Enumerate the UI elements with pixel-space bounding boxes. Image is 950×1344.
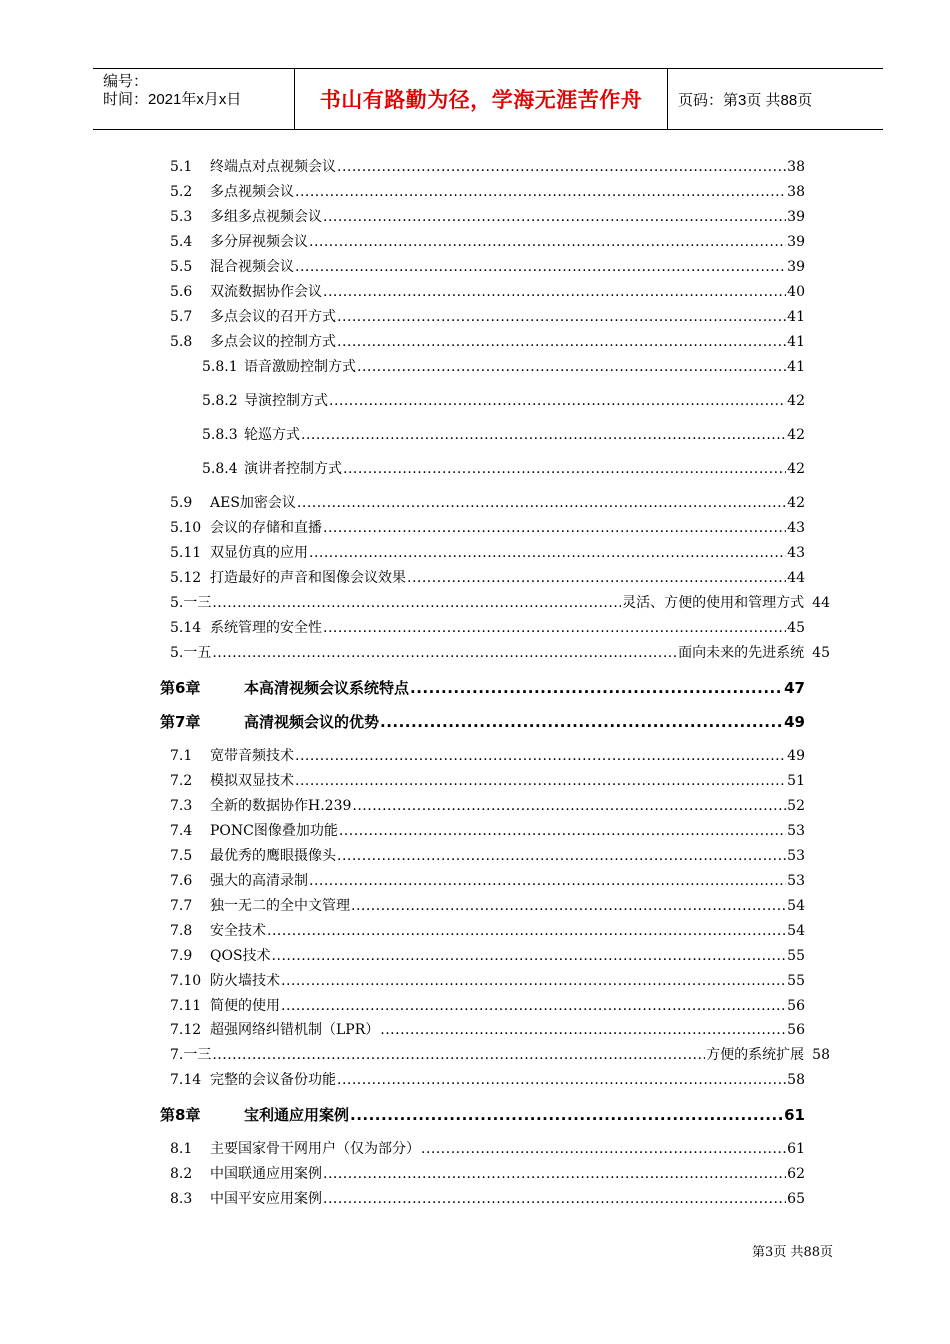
toc-entry-page: 54 [787,898,805,914]
toc-leader-dots [295,181,786,203]
header-motto: 书山有路勤为径，学海无涯苦作舟 [295,69,668,129]
toc-entry-title: 宽带音频技术 [210,748,294,764]
toc-entry-title: 模拟双显技术 [210,773,294,789]
toc-entry-number: 7.1 [170,748,193,764]
toc-entry-title: 终端点对点视频会议 [210,159,336,175]
toc-leader-dots [212,592,621,614]
toc-entry-page: 47 [784,679,805,697]
header-page-text: 页码：第3页 共88页 [678,91,813,109]
toc-entry-number: 5.9 [170,495,193,511]
header-meta [93,69,295,129]
page-footer: 第3页 共88页 [752,1245,833,1260]
toc-entry-number: 5.8.4 [202,461,238,477]
toc-entry[interactable] [170,920,805,942]
toc-entry[interactable] [170,206,805,228]
toc-entry-number: 7.一三 [170,1047,212,1063]
toc-entry-page: 45 [812,645,830,661]
toc-entry[interactable] [170,256,805,278]
toc-entry-page: 44 [787,570,805,586]
toc-entry-title: 高清视频会议的优势 [244,713,380,731]
toc-leader-dots [309,542,786,564]
toc-leader-dots [337,845,786,867]
toc-entry-title: 多点会议的召开方式 [210,309,336,325]
toc-leader-dots [337,331,786,353]
toc-entry-number: 5.10 [170,520,202,536]
toc-entry-page: 41 [787,309,805,325]
toc-entry-page: 40 [787,284,805,300]
toc-entry[interactable] [170,542,805,564]
toc-entry[interactable] [170,895,805,917]
toc-entry-number: 第7章 [160,713,201,731]
toc-entry-number: 5.一三 [170,595,212,611]
toc-entry-page: 43 [787,520,805,536]
toc-entry-number: 5.11 [170,545,202,561]
toc-leader-dots [323,281,786,303]
toc-entry-page: 42 [787,393,805,409]
toc-entry-number: 5.一五 [170,645,212,661]
toc-entry-page: 58 [787,1072,805,1088]
toc-entry-page: 55 [787,948,805,964]
toc-entry-title: 最优秀的鹰眼摄像头 [210,848,336,864]
toc-entry[interactable] [170,845,805,867]
toc-leader-dots [295,770,786,792]
toc-entry-title: 宝利通应用案例 [244,1106,350,1124]
page-header [93,68,883,130]
toc-entry-number: 7.7 [170,898,193,914]
toc-entry-page: 61 [784,1106,805,1124]
toc-entry-number: 5.8.1 [202,359,238,375]
toc-entry-page: 53 [787,848,805,864]
document-number-label: 编号： [103,73,149,90]
toc-entry-page: 43 [787,545,805,561]
toc-entry-title: 双流数据协作会议 [210,284,322,300]
toc-leader-dots [323,1163,786,1185]
toc-entry-title: 系统管理的安全性 [210,620,322,636]
toc-entry-title: 全新的数据协作H.239 [210,798,352,814]
toc-entry-title: 多分屏视频会议 [210,234,308,250]
toc-entry-page: 39 [787,209,805,225]
toc-entry-title: 独一无二的全中文管理 [210,898,350,914]
toc-entry-title: 打造最好的声音和图像会议效果 [210,570,406,586]
toc-leader-dots [281,995,786,1017]
toc-entry-number: 7.10 [170,973,202,989]
toc-entry-page: 39 [787,234,805,250]
toc-entry[interactable] [170,1069,805,1091]
toc-leader-dots [323,617,786,639]
toc-entry-number: 7.5 [170,848,193,864]
toc-entry-number: 5.14 [170,620,202,636]
toc-entry-number: 5.12 [170,570,202,586]
toc-leader-dots [295,745,786,767]
toc-leader-dots [329,390,786,412]
toc-entry-page: 42 [787,495,805,511]
toc-entry-title: 双显仿真的应用 [210,545,308,561]
toc-entry-page: 44 [812,595,830,611]
toc-leader-dots [380,1019,786,1041]
toc-entry-page: 49 [787,748,805,764]
toc-entry[interactable] [170,1019,805,1041]
toc-entry[interactable] [170,795,805,817]
toc-entry-number: 5.5 [170,259,193,275]
toc-entry-page: 52 [787,798,805,814]
toc-leader-dots [309,231,786,253]
toc-entry-title: 防火墙技术 [210,973,280,989]
toc-entry-page: 39 [787,259,805,275]
toc-entry-number: 5.2 [170,184,193,200]
toc-entry-page: 45 [787,620,805,636]
toc-entry-title: 方便的系统扩展 [706,1047,805,1063]
toc-entry-page: 42 [787,427,805,443]
toc-entry[interactable] [202,356,805,378]
toc-entry-title: 中国平安应用案例 [210,1191,322,1207]
toc-entry-page: 53 [787,873,805,889]
toc-entry-title: 面向未来的先进系统 [678,645,805,661]
toc-entry[interactable] [170,820,805,842]
toc-entry-number: 8.1 [170,1141,193,1157]
toc-entry-title: 本高清视频会议系统特点 [244,679,410,697]
toc-entry-page: 42 [787,461,805,477]
toc-entry[interactable] [170,567,805,589]
toc-leader-dots [309,870,786,892]
toc-entry-title: 主要国家骨干网用户（仅为部分） [210,1141,420,1157]
toc-leader-dots [407,567,786,589]
toc-entry-number: 7.14 [170,1072,202,1088]
toc-entry-number: 8.3 [170,1191,193,1207]
toc-leader-dots [212,1044,705,1066]
toc-leader-dots [352,795,786,817]
toc-entry-number: 7.2 [170,773,193,789]
toc-entry-page: 38 [787,159,805,175]
toc-entry[interactable] [160,677,805,701]
toc-leader-dots [212,642,677,664]
toc-entry[interactable] [170,156,805,178]
toc-entry[interactable] [202,458,805,480]
toc-entry-title: 混合视频会议 [210,259,294,275]
toc-entry-title: 演讲者控制方式 [244,461,342,477]
toc-entry-page: 41 [787,334,805,350]
toc-entry-page: 41 [787,359,805,375]
toc-entry-number: 5.1 [170,159,193,175]
toc-entry-page: 49 [784,713,805,731]
toc-entry[interactable] [170,995,805,1017]
toc-entry[interactable] [202,390,805,412]
toc-entry[interactable] [170,1163,805,1185]
toc-entry[interactable] [160,711,805,735]
toc-leader-dots [351,895,786,917]
toc-leader-dots [295,256,786,278]
toc-entry-title: 多点视频会议 [210,184,294,200]
toc-leader-dots [343,458,786,480]
toc-entry[interactable] [170,1044,830,1066]
toc-entry[interactable] [170,870,805,892]
toc-leader-dots [337,1069,786,1091]
toc-entry-number: 5.8.3 [202,427,238,443]
toc-entry-number: 7.4 [170,823,193,839]
toc-leader-dots [323,1188,786,1210]
toc-entry-page: 61 [787,1141,805,1157]
toc-leader-dots [339,820,786,842]
toc-leader-dots [323,517,786,539]
toc-entry-number: 5.8 [170,334,193,350]
toc-entry-page: 56 [787,1022,805,1038]
toc-entry[interactable] [170,181,805,203]
toc-entry-number: 5.3 [170,209,193,225]
toc-entry-title: 安全技术 [210,923,266,939]
toc-leader-dots [272,945,787,967]
toc-entry[interactable] [202,424,805,446]
toc-entry[interactable] [170,770,805,792]
toc-entry[interactable] [170,642,830,664]
toc-leader-dots [410,677,783,699]
toc-entry-number: 第6章 [160,679,201,697]
toc-entry-number: 7.8 [170,923,193,939]
toc-entry-number: 7.6 [170,873,193,889]
toc-entry-page: 53 [787,823,805,839]
toc-entry[interactable] [170,281,805,303]
toc-leader-dots [301,424,786,446]
header-page-info [668,69,883,129]
toc-entry[interactable] [170,306,805,328]
toc-entry-number: 7.12 [170,1022,202,1038]
toc-entry-number: 5.4 [170,234,193,250]
toc-entry-page: 55 [787,973,805,989]
toc-entry[interactable] [170,1188,805,1210]
toc-entry-title: AES加密会议 [210,495,296,511]
toc-entry-title: QOS技术 [210,948,271,964]
document-time: 时间：2021年x月x日 [103,91,242,108]
toc-entry-page: 58 [812,1047,830,1063]
toc-entry-title: 多组多点视频会议 [210,209,322,225]
toc-entry[interactable] [160,1104,805,1128]
toc-entry-title: 完整的会议备份功能 [210,1072,336,1088]
toc-entry-number: 7.9 [170,948,193,964]
toc-entry-number: 7.11 [170,998,202,1014]
toc-entry-number: 5.7 [170,309,193,325]
toc-entry-title: 中国联通应用案例 [210,1166,322,1182]
toc-entry[interactable] [170,592,830,614]
toc-leader-dots [337,306,786,328]
toc-leader-dots [297,492,786,514]
toc-leader-dots [421,1138,786,1160]
toc-entry[interactable] [170,745,805,767]
toc-entry-page: 54 [787,923,805,939]
toc-entry-title: 简便的使用 [210,998,280,1014]
toc-entry[interactable] [170,231,805,253]
toc-entry-number: 7.3 [170,798,193,814]
toc-entry[interactable] [170,617,805,639]
toc-leader-dots [337,156,786,178]
toc-entry-page: 65 [787,1191,805,1207]
toc-entry-number: 8.2 [170,1166,193,1182]
toc-entry-number: 第8章 [160,1106,201,1124]
toc-entry[interactable] [170,970,805,992]
toc-entry-title: 会议的存储和直播 [210,520,322,536]
toc-leader-dots [380,711,783,733]
toc-entry-page: 62 [787,1166,805,1182]
toc-entry-number: 5.6 [170,284,193,300]
toc-entry-title: 轮巡方式 [244,427,300,443]
toc-entry-title: 灵活、方便的使用和管理方式 [622,595,805,611]
toc-entry-page: 38 [787,184,805,200]
toc-entry-title: 语音激励控制方式 [244,359,356,375]
toc-entry-page: 51 [787,773,805,789]
toc-entry[interactable] [170,1138,805,1160]
toc-entry-number: 5.8.2 [202,393,238,409]
toc-entry[interactable] [170,492,805,514]
toc-entry-title: 多点会议的控制方式 [210,334,336,350]
toc-entry-title: 强大的高清录制 [210,873,308,889]
toc-leader-dots [350,1104,783,1126]
toc-entry[interactable] [170,945,805,967]
toc-leader-dots [357,356,786,378]
toc-leader-dots [267,920,786,942]
toc-entry[interactable] [170,517,805,539]
toc-entry[interactable] [170,331,805,353]
toc-entry-title: 导演控制方式 [244,393,328,409]
toc-entry-title: PONC图像叠加功能 [210,823,338,839]
toc-entry-page: 56 [787,998,805,1014]
toc-leader-dots [281,970,786,992]
toc-leader-dots [323,206,786,228]
toc-entry-title: 超强网络纠错机制（LPR） [210,1022,380,1038]
